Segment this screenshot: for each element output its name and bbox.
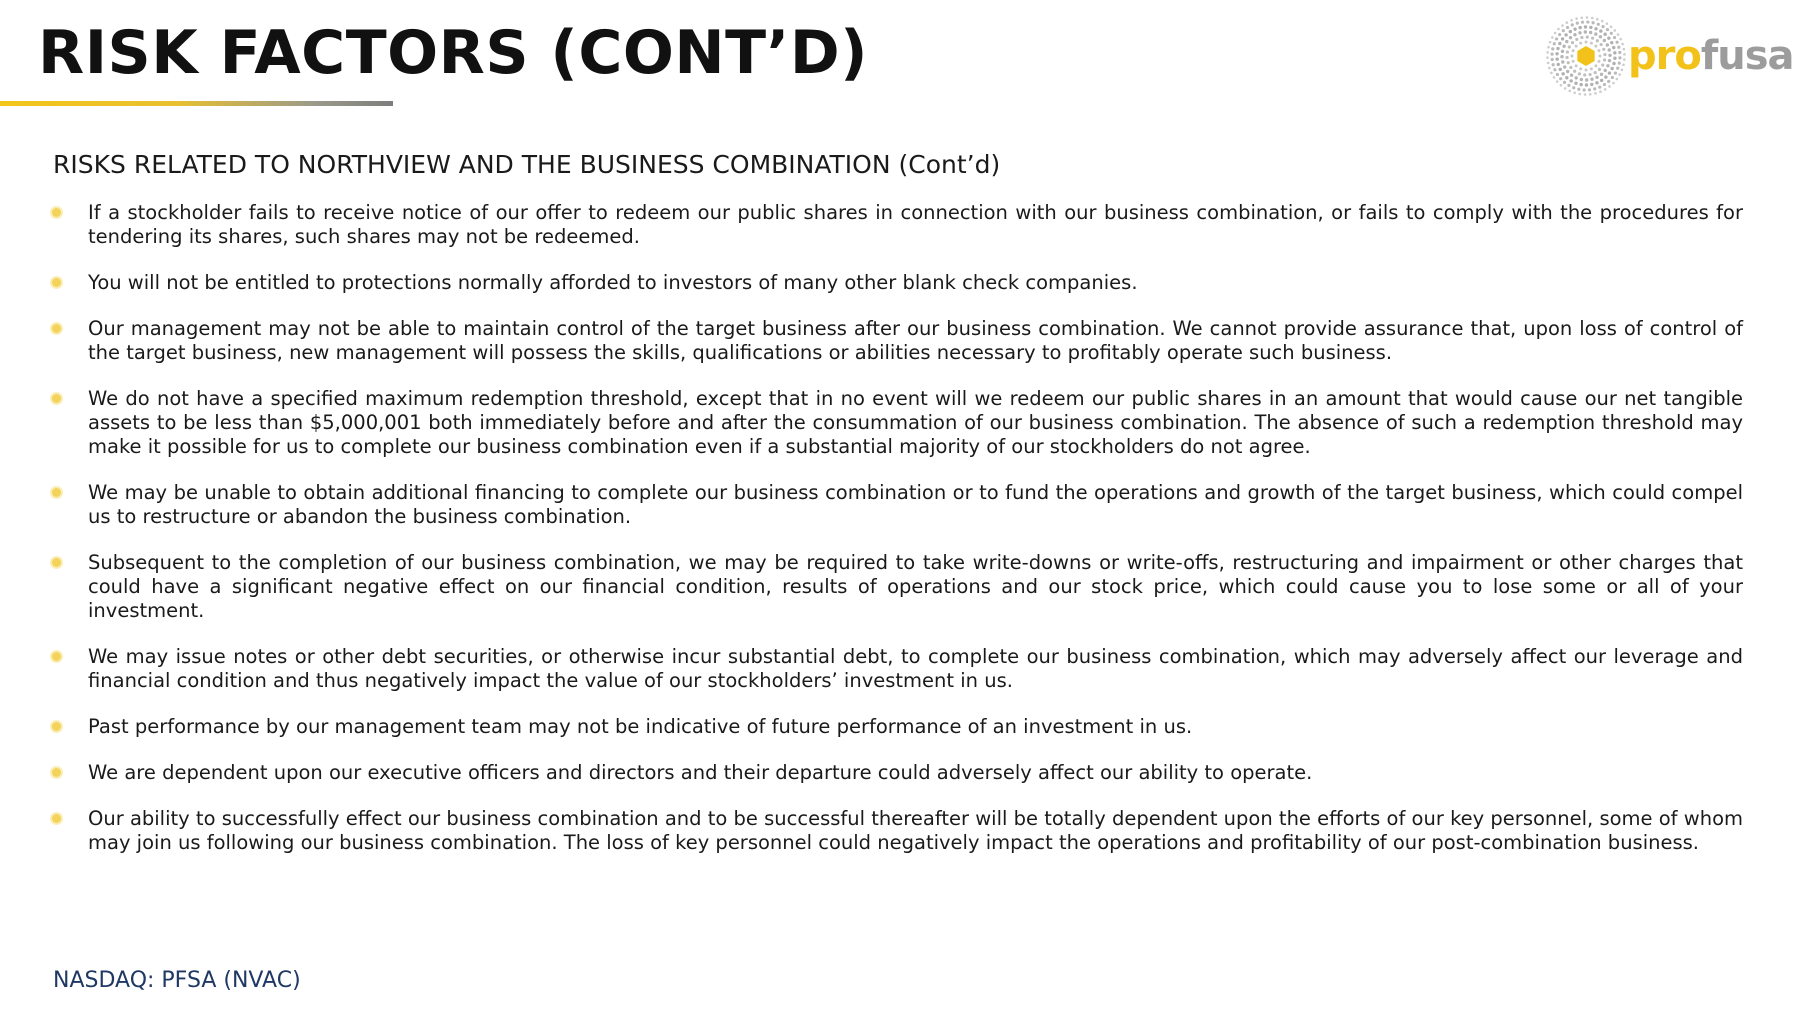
risk-factor-text: Our ability to successfully effect our business combination and to be successful thereafter will be totally dependent upon the efforts of our key personnel, some of whom may join us following our business combination. The loss of key personnel could negatively impact the operations and profitability of our post-combination business. — [88, 807, 1743, 854]
risk-factor-item — [50, 271, 1743, 295]
title-underline — [0, 101, 393, 106]
risk-factor-text: Past performance by our management team may not be indicative of future performance of an investment in us. — [88, 715, 1193, 738]
bullet-dot-icon — [52, 814, 61, 823]
risk-factor-text: Subsequent to the completion of our business combination, we may be required to take write-downs or write-offs, restructuring and impairment or other charges that could have a significant negative effect on our financial condition, results of operations and our stock price, which could cause you to lose some or all of your investment. — [88, 551, 1743, 622]
risk-factor-list — [50, 201, 1743, 877]
logo-text-pro: pro — [1628, 33, 1701, 79]
footer-ticker: NASDAQ: PFSA (NVAC) — [53, 968, 301, 993]
risk-factor-item — [50, 807, 1743, 855]
risk-factor-item — [50, 761, 1743, 785]
company-logo — [1546, 16, 1794, 96]
risk-factor-item — [50, 201, 1743, 249]
bullet-dot-icon — [52, 208, 61, 217]
bullet-dot-icon — [52, 394, 61, 403]
risk-factor-item — [50, 481, 1743, 529]
bullet-dot-icon — [52, 722, 61, 731]
risk-factor-text: If a stockholder fails to receive notice of our offer to redeem our public shares in connection with our business combination, or fails to comply with the procedures for tendering its shares, such shares may not be redeemed. — [88, 201, 1743, 248]
section-heading: RISKS RELATED TO NORTHVIEW AND THE BUSINESS COMBINATION (Cont’d) — [53, 150, 1001, 179]
logo-text-fusa: fusa — [1700, 33, 1794, 79]
bullet-dot-icon — [52, 652, 61, 661]
bullet-dot-icon — [52, 768, 61, 777]
risk-factor-item — [50, 551, 1743, 623]
risk-factor-item — [50, 645, 1743, 693]
risk-factor-text: You will not be entitled to protections normally afforded to investors of many other blank check companies. — [88, 271, 1138, 294]
risk-factor-text: We may issue notes or other debt securities, or otherwise incur substantial debt, to complete our business combination, which may adversely affect our leverage and financial condition and thus negatively impact the value of our stockholders’ investment in us. — [88, 645, 1743, 692]
profusa-logo-icon — [1546, 16, 1626, 96]
risk-factor-item — [50, 715, 1743, 739]
bullet-dot-icon — [52, 558, 61, 567]
risk-factor-text: Our management may not be able to maintain control of the target business after our business combination. We cannot provide assurance that, upon loss of control of the target business, new management will possess the skills, qualifications or abilities necessary to profitably operate such business. — [88, 317, 1743, 364]
risk-factor-text: We do not have a specified maximum redemption threshold, except that in no event will we redeem our public shares in an amount that would cause our net tangible assets to be less than $5,000,001 both immediately before and after the consummation of our business combination. The absence of such a redemption threshold may make it possible for us to complete our business combination even if a substantial majority of our stockholders do not agree. — [88, 387, 1743, 458]
bullet-dot-icon — [52, 278, 61, 287]
risk-factor-item — [50, 387, 1743, 459]
logo-wordmark — [1628, 33, 1794, 79]
risk-factor-item — [50, 317, 1743, 365]
slide-title: RISK FACTORS (CONT’D) — [38, 18, 869, 88]
risk-factor-text: We are dependent upon our executive officers and directors and their departure could adversely affect our ability to operate. — [88, 761, 1313, 784]
bullet-dot-icon — [52, 324, 61, 333]
risk-factor-text: We may be unable to obtain additional financing to complete our business combination or to fund the operations and growth of the target business, which could compel us to restructure or abandon the business combination. — [88, 481, 1743, 528]
bullet-dot-icon — [52, 488, 61, 497]
